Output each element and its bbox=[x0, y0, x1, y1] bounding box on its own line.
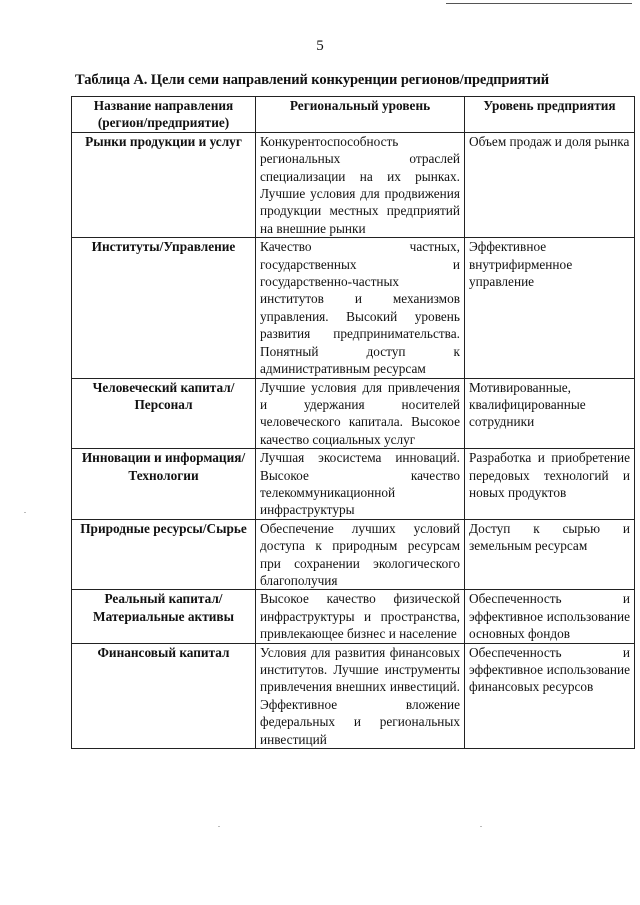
header-enterprise: Уровень предприятия bbox=[465, 97, 635, 133]
table-caption: Таблица А. Цели семи направлений конкуренции регионов/предприятий bbox=[75, 72, 550, 88]
regional-cell: Лучшая экосистема инноваций. Высокое качество телекоммуникационной инфраструктуры bbox=[256, 449, 465, 520]
table-row bbox=[72, 519, 635, 590]
scan-speck bbox=[480, 826, 482, 827]
regional-cell: Лучшие условия для привлечения и удержания носителей человеческого капитала. Высокое качество социальных услуг bbox=[256, 378, 465, 449]
enterprise-cell: Обеспеченность и эффективное использование финансовых ресурсов bbox=[465, 643, 635, 748]
regional-cell: Конкурентоспособность региональных отраслей специализации на их рынках. Лучшие условия для продвижения продукции местных предприятий на внешние рынки bbox=[256, 132, 465, 237]
direction-cell: Институты/Управление bbox=[72, 238, 256, 378]
regional-cell: Качество частных, государственных и государственно-частных институтов и механизмов управления. Высокий уровень развития предпринимательства. Понятный доступ к административным ресурсам bbox=[256, 238, 465, 378]
table-row bbox=[72, 132, 635, 237]
header-direction: Название направления (регион/предприятие) bbox=[72, 97, 256, 133]
header-rule bbox=[446, 3, 632, 4]
table-row bbox=[72, 590, 635, 643]
regional-cell: Высокое качество физической инфраструктуры и пространства, привлекающее бизнес и население bbox=[256, 590, 465, 643]
regional-cell: Обеспечение лучших условий доступа к природным ресурсам при сохранении экологического благополучия bbox=[256, 519, 465, 590]
direction-cell: Рынки продукции и услуг bbox=[72, 132, 256, 237]
enterprise-cell: Доступ к сырью и земельным ресурсам bbox=[465, 519, 635, 590]
direction-cell: Реальный капитал/ Материальные активы bbox=[72, 590, 256, 643]
table-header-row bbox=[72, 97, 635, 133]
regional-cell: Условия для развития финансовых институтов. Лучшие инструменты привлечения внешних инвестиций. Эффективное вложение федеральных и региональных инвестиций bbox=[256, 643, 465, 748]
table-row bbox=[72, 449, 635, 520]
enterprise-cell: Объем продаж и доля рынка bbox=[465, 132, 635, 237]
page-number: 5 bbox=[316, 38, 324, 54]
table-row bbox=[72, 378, 635, 449]
enterprise-cell: Эффективное внутрифирменное управление bbox=[465, 238, 635, 378]
table-row bbox=[72, 238, 635, 378]
header-regional: Региональный уровень bbox=[256, 97, 465, 133]
direction-cell: Человеческий капитал/Персонал bbox=[72, 378, 256, 449]
direction-cell: Инновации и информация/Технологии bbox=[72, 449, 256, 520]
enterprise-cell: Разработка и приобретение передовых технологий и новых продуктов bbox=[465, 449, 635, 520]
enterprise-cell: Мотивированные, квалифицированные сотрудники bbox=[465, 378, 635, 449]
table-row bbox=[72, 643, 635, 748]
scan-speck bbox=[24, 512, 26, 513]
direction-cell: Природные ресурсы/Сырье bbox=[72, 519, 256, 590]
scan-speck bbox=[218, 826, 220, 827]
direction-cell: Финансовый капитал bbox=[72, 643, 256, 748]
goals-table bbox=[71, 96, 635, 749]
enterprise-cell: Обеспеченность и эффективное использование основных фондов bbox=[465, 590, 635, 643]
